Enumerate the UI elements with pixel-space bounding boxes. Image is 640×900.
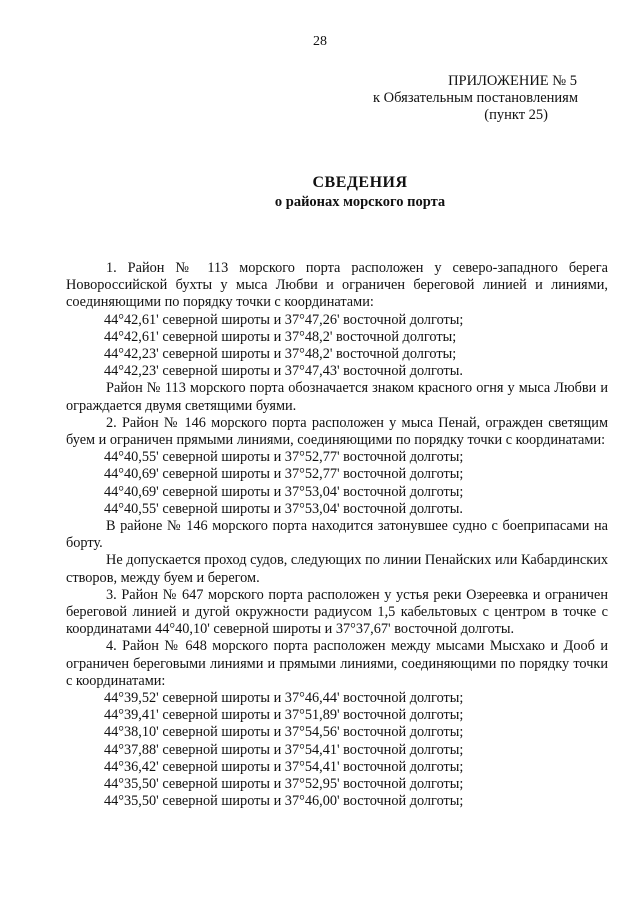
paragraph-area-146-note-2: Не допускается проход судов, следующих по линии Пенайских или Кабардинских створов, между буем и берегом. — [66, 552, 608, 586]
coordinate-line: 44°40,69' северной широты и 37°53,04' восточной долготы; — [104, 483, 464, 500]
coordinate-line: 44°39,52' северной широты и 37°46,44' восточной долготы; — [104, 690, 464, 707]
coordinate-line: 44°36,42' северной широты и 37°54,41' восточной долготы; — [104, 758, 464, 775]
coordinate-line: 44°40,55' северной широты и 37°52,77' восточной долготы; — [104, 449, 464, 466]
appendix-point: (пункт 25) — [484, 107, 548, 123]
paragraph-area-146-note-1: В районе № 146 морского порта находится затонувшее судно с боеприпасами на борту. — [66, 518, 608, 552]
coordinate-line: 44°39,41' северной широты и 37°51,89' восточной долготы; — [104, 707, 464, 724]
coordinate-line: 44°42,23' северной широты и 37°47,43' восточной долготы. — [104, 363, 463, 380]
paragraph-area-647: 3. Район № 647 морского порта расположен у устья реки Озереевка и ограничен береговой линией и дугой окружности радиусом 1,5 кабельтовых с центром в точке с координатами 44°40,10' северной широты и 37°37,67' восточной долготы. — [66, 586, 608, 638]
paragraph-area-648: 4. Район № 648 морского порта расположен между мысами Мысхако и Дооб и ограничен береговыми линиями и прямыми линиями, соединяющими по порядку точки с координатами: — [66, 638, 608, 689]
coordinate-line: 44°37,88' северной широты и 37°54,41' восточной долготы; — [104, 741, 464, 758]
document-title: СВЕДЕНИЯ — [312, 174, 408, 191]
document-heading — [0, 173, 640, 211]
coordinate-line: 44°40,69' северной широты и 37°52,77' восточной долготы; — [104, 466, 464, 483]
page-number: 28 — [313, 34, 327, 49]
paragraph-area-113-note: Район № 113 морского порта обозначается знаком красного огня у мыса Любви и ограждается двумя светящими буями. — [66, 380, 608, 414]
coordinate-line: 44°42,23' северной широты и 37°48,2' восточной долготы; — [104, 346, 457, 363]
appendix-reference: к Обязательным постановлениям — [373, 90, 578, 106]
appendix-header — [318, 73, 578, 124]
coordinate-line: 44°35,50' северной широты и 37°46,00' восточной долготы; — [104, 793, 464, 810]
document-subtitle: о районах морского порта — [274, 194, 446, 210]
coordinate-line: 44°40,55' северной широты и 37°53,04' восточной долготы. — [104, 500, 463, 517]
coordinate-line: 44°42,61' северной широты и 37°48,2' восточной долготы; — [104, 328, 457, 345]
paragraph-area-113: 1. Район № 113 морского порта расположен у северо-западного берега Новороссийской бухты у мыса Любви и ограничен береговой линией и линиями, соединяющими по порядку точки с координатами: — [66, 260, 608, 311]
document-body — [66, 260, 608, 811]
coordinate-line: 44°42,61' северной широты и 37°47,26' восточной долготы; — [104, 311, 464, 328]
paragraph-area-146: 2. Район № 146 морского порта расположен у мыса Пенай, огражден светящим буем и ограничен прямыми линиями, соединяющими по порядку точки с координатами: — [66, 414, 608, 449]
appendix-title: ПРИЛОЖЕНИЕ № 5 — [448, 73, 577, 89]
coordinate-line: 44°38,10' северной широты и 37°54,56' восточной долготы; — [104, 724, 464, 741]
coordinate-line: 44°35,50' северной широты и 37°52,95' восточной долготы; — [104, 776, 464, 793]
